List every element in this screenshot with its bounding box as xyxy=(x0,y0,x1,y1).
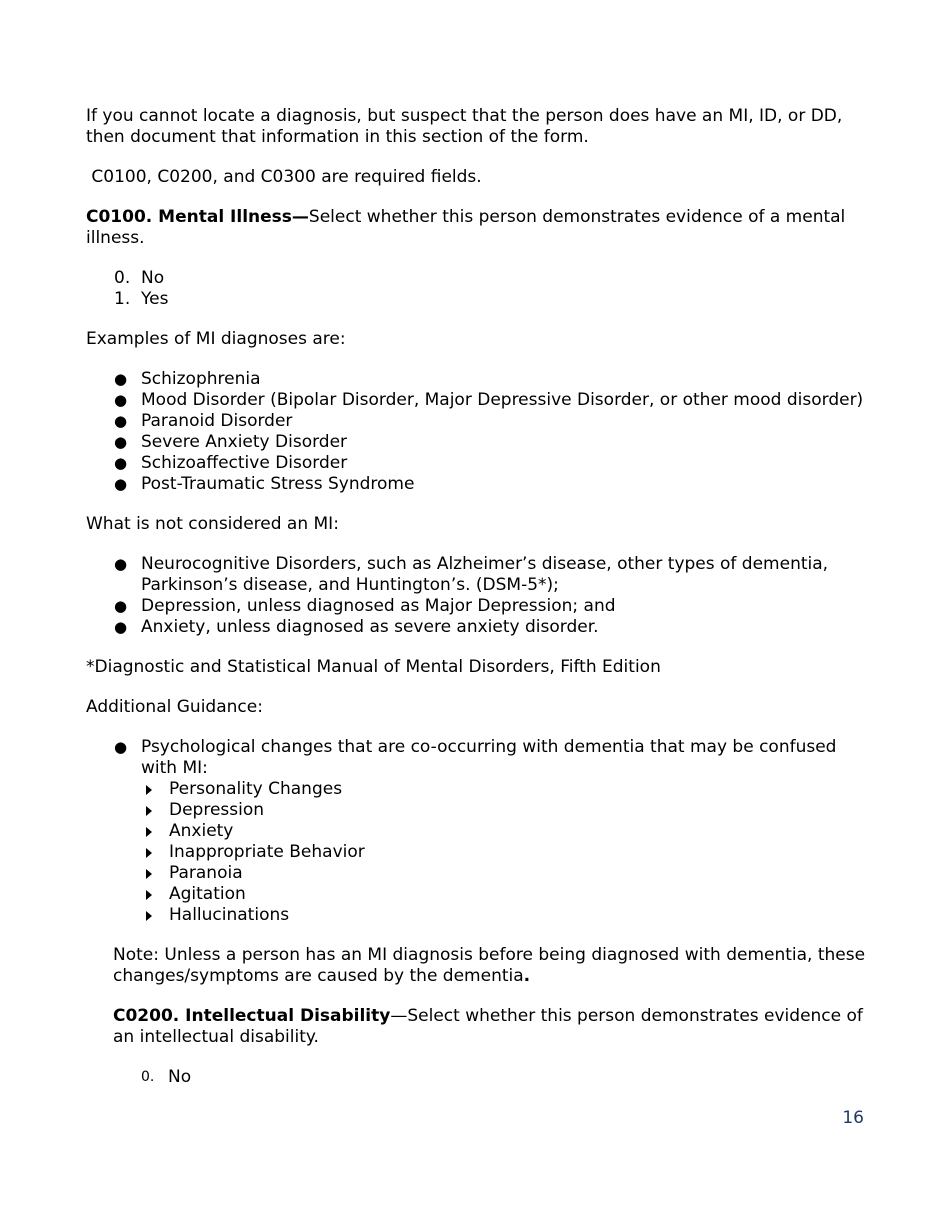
guidance-sublist xyxy=(141,779,876,926)
c0100-options xyxy=(86,268,876,310)
sub-list-item: Depression xyxy=(141,800,876,821)
list-item: ● Anxiety, unless diagnosed as severe anxiety disorder. xyxy=(114,617,599,637)
arrow-right-icon xyxy=(146,848,152,858)
arrow-right-icon xyxy=(146,827,152,837)
list-item: ● Depression, unless diagnosed as Major Depression; and xyxy=(114,596,616,616)
c0100-paragraph xyxy=(86,207,876,249)
guidance-heading: Additional Guidance: xyxy=(86,697,263,717)
list-item: ● Severe Anxiety Disorder xyxy=(114,432,348,452)
not-mi-heading: What is not considered an MI: xyxy=(86,514,339,534)
bullet-icon: ● xyxy=(114,391,128,409)
arrow-right-icon xyxy=(146,869,152,879)
footnote: *Diagnostic and Statistical Manual of Mental Disorders, Fifth Edition xyxy=(86,657,661,677)
arrow-right-icon xyxy=(146,806,152,816)
bullet-icon: ● xyxy=(114,412,128,430)
c0200-paragraph xyxy=(113,1006,876,1048)
list-item xyxy=(114,737,876,926)
bullet-icon: ● xyxy=(114,433,128,451)
page-number: 16 xyxy=(842,1108,864,1128)
examples-list xyxy=(86,369,876,495)
note-end: . xyxy=(523,966,531,986)
bullet-icon: ● xyxy=(114,475,128,493)
sub-list-item: Paranoia xyxy=(141,863,876,884)
arrow-right-icon xyxy=(146,911,152,921)
guidance-bullet-text: Psychological changes that are co-occurring with dementia that may be confused with MI: xyxy=(141,737,837,778)
sub-list-item: Hallucinations xyxy=(141,905,876,926)
bullet-icon: ● xyxy=(114,738,128,756)
sub-list-item: Agitation xyxy=(141,884,876,905)
list-item: ● Post-Traumatic Stress Syndrome xyxy=(114,474,415,494)
c0100-option-no xyxy=(114,268,876,289)
examples-heading: Examples of MI diagnoses are: xyxy=(86,329,346,349)
option-number: 0. xyxy=(114,268,131,288)
c0200-heading: C0200. Intellectual Disability xyxy=(113,1006,391,1026)
bullet-icon: ● xyxy=(114,370,128,388)
arrow-right-icon xyxy=(146,785,152,795)
sub-list-item: Anxiety xyxy=(141,821,876,842)
intro-paragraph: If you cannot locate a diagnosis, but suspect that the person does have an MI, ID, or DD, then document that information in this section of the form. xyxy=(86,106,843,147)
c0200-text: —Select whether this person demonstrates evidence of an intellectual disability. xyxy=(113,1006,863,1047)
option-number: 1. xyxy=(114,289,131,309)
guidance-list xyxy=(86,737,876,926)
option-number: 0. xyxy=(141,1069,155,1085)
c0200-option-no xyxy=(141,1067,876,1088)
not-mi-list xyxy=(86,554,876,638)
note-paragraph xyxy=(113,945,876,987)
note-text: Note: Unless a person has an MI diagnosis before being diagnosed with dementia, these changes/symptoms are caused by the dementia xyxy=(113,945,866,986)
document-page xyxy=(86,106,876,1107)
bullet-icon: ● xyxy=(114,597,128,615)
list-item: ● Schizoaffective Disorder xyxy=(114,453,348,473)
bullet-icon: ● xyxy=(114,555,128,573)
c0100-heading: C0100. Mental Illness— xyxy=(86,207,309,227)
c0200-options xyxy=(86,1067,876,1088)
c0100-option-yes xyxy=(114,289,876,310)
required-fields-note: C0100, C0200, and C0300 are required fields. xyxy=(86,167,482,187)
c0100-text: Select whether this person demonstrates evidence of a mental illness. xyxy=(86,207,846,248)
sub-list-item: Inappropriate Behavior xyxy=(141,842,876,863)
list-item: ● Mood Disorder (Bipolar Disorder, Major Depressive Disorder, or other mood disorder) xyxy=(114,390,864,410)
arrow-right-icon xyxy=(146,890,152,900)
list-item: ● Schizophrenia xyxy=(114,369,261,389)
list-item: ● Neurocognitive Disorders, such as Alzheimer’s disease, other types of dementia, Parkinson’s disease, and Huntington’s. (DSM-5*); xyxy=(114,554,829,595)
option-label: Yes xyxy=(141,289,169,309)
bullet-icon: ● xyxy=(114,618,128,636)
option-label: No xyxy=(141,268,165,288)
option-label: No xyxy=(168,1067,192,1087)
list-item: ● Paranoid Disorder xyxy=(114,411,293,431)
bullet-icon: ● xyxy=(114,454,128,472)
sub-list-item: Personality Changes xyxy=(141,779,876,800)
